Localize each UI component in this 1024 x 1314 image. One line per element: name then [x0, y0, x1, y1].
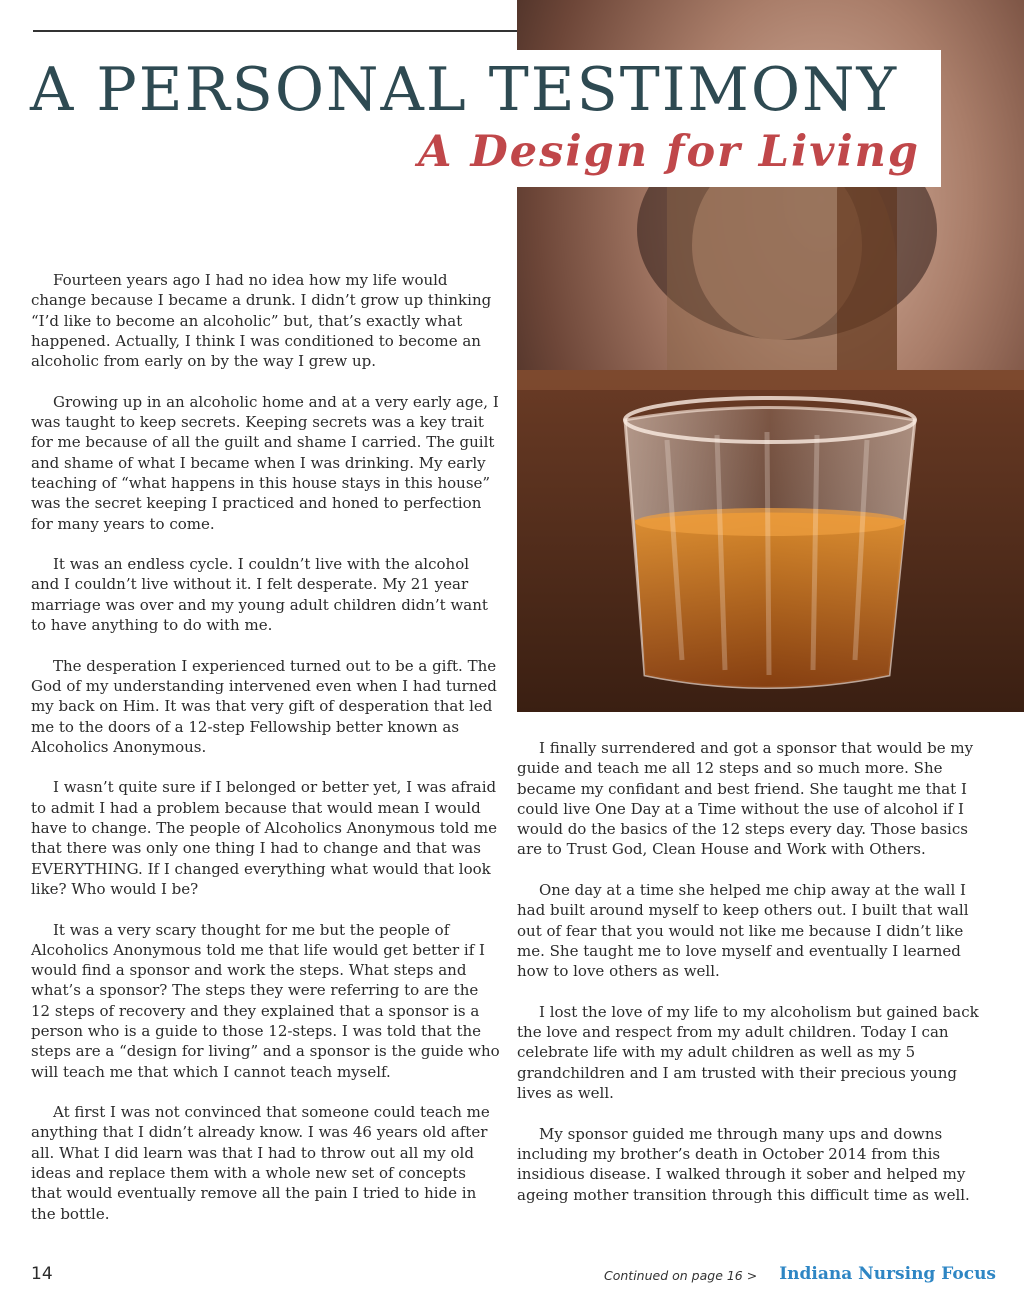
paragraph: It was a very scary thought for me but the people of Alcoholics Anonymous told me that life would get better if I would find a sponsor and work the steps. What steps and what’s a sponsor? The steps they were referring to are the 12 steps of recovery and they explained that a sponsor is a person who is a guide to those 12-steps. I was told that the steps are a “design for living” and a sponsor is the guide who will teach me that which I cannot teach myself.: [31, 920, 500, 1081]
paragraph: At first I was not convinced that someone could teach me anything that I didn’t already know. I was 46 years old after all. What I did learn was that I had to throw out all my old ideas and replace them with a whole new set of concepts that would eventually remove all the pain I tried to hide in the bottle.: [31, 1103, 490, 1223]
paragraph: The desperation I experienced turned out to be a gift. The God of my understanding intervened even when I had turned my back on Him. It was that very gift of desperation that led me to the doors of a 12-step Fellowship better known as Alcoholics Anonymous.: [31, 656, 497, 756]
page-title: A PERSONAL TESTIMONY: [30, 55, 899, 125]
paragraph: One day at a time she helped me chip away at the wall I had built around myself to keep others out. I built that wall out of fear that you would not like me because I didn’t like me. She taught me to love myself and eventually I learned how to love others as well.: [517, 881, 969, 981]
paragraph: I wasn’t quite sure if I belonged or better yet, I was afraid to admit I had a problem because that would mean I would have to change. The people of Alcoholics Anonymous told me that there was only one thing I had to change and that was EVERYTHING. If I changed everything what would that look like? Who would I be?: [31, 778, 498, 898]
top-rule: [33, 30, 517, 32]
paragraph: My sponsor guided me through many ups and downs including my brother’s death in October 2014 from this insidious disease. I walked through it sober and helped my ageing mother transition through this difficult time as well.: [517, 1124, 970, 1204]
right-column: [517, 738, 987, 1225]
paragraph: It was an endless cycle. I couldn’t live with the alcohol and I couldn’t live without it. I felt desperate. My 21 year marriage was over and my young adult children didn’t want to have anything to do with me.: [31, 555, 488, 635]
page-subtitle: A Design for Living: [418, 127, 920, 177]
page-number: 14: [31, 1264, 53, 1284]
paragraph: I finally surrendered and got a sponsor that would be my guide and teach me all 12 steps and so much more. She became my confidant and best friend. She taught me that I could live One Day at a Time without the use of alcohol if I would do the basics of the 12 steps every day. Those basics are to Trust God, Clean House and Work with Others.: [517, 739, 974, 859]
paragraph: Fourteen years ago I had no idea how my life would change because I became a drunk. I didn’t grow up thinking “I’d like to become an alcoholic” but, that’s exactly what happened. Actually, I think I was conditioned to become an alcoholic from early on by the way I grew up.: [31, 271, 492, 371]
paragraph: I lost the love of my life to my alcoholism but gained back the love and respect from my adult children. Today I can celebrate life with my adult children as well as my 5 grandchildren and I am trusted with their precious young lives as well.: [517, 1002, 979, 1103]
magazine-name: Indiana Nursing Focus: [779, 1264, 996, 1284]
continued-link[interactable]: Continued on page 16 >: [604, 1268, 758, 1283]
left-column: [31, 270, 501, 1244]
paragraph: Growing up in an alcoholic home and at a very early age, I was taught to keep secrets. Keeping secrets was a key trait for me because of all the guilt and shame I carried. The guilt and shame of what I became when I was drinking. My early teaching of “what happens in this house stays in this house” was the secret keeping I practiced and honed to perfection for many years to come.: [31, 392, 499, 533]
